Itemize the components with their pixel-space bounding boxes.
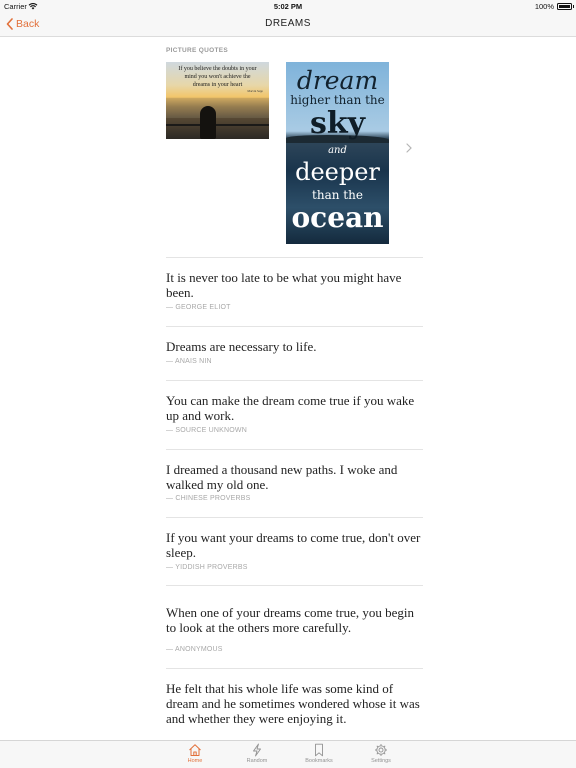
quote-item[interactable] [166,668,423,740]
picture-quote-line: dream [296,66,379,95]
picture-quote-line: ocean [291,201,384,234]
tab-settings[interactable] [357,743,405,767]
tab-bookmarks[interactable] [295,743,343,767]
quote-author: — YIDDISH PROVERBS [166,564,248,571]
tab-home[interactable] [171,743,219,767]
chevron-right-icon[interactable] [405,142,413,154]
quote-item[interactable] [166,449,423,517]
picture-quote-line: and [328,145,347,156]
battery-percent: 100% [534,2,554,11]
person-silhouette [200,106,216,139]
home-icon [188,743,202,757]
lightning-icon [250,743,264,757]
quote-author: — ANAIS NIN [166,358,212,365]
quotes-scroll-view[interactable] [0,37,576,740]
picture-quote-attribution: Marvin Sapp [247,89,263,93]
clock: 5:02 PM [273,2,303,11]
tab-label: Bookmarks [305,758,333,764]
bookmark-icon [312,743,326,757]
quote-text: Dreams are necessary to life. [166,339,317,354]
quote-author: — ANONYMOUS [166,646,223,653]
quote-author: — GEORGE ELIOT [166,304,231,311]
navigation-bar [0,12,576,37]
picture-quote-line: deeper [295,158,380,186]
sea-graphic [166,98,269,118]
picture-quote-card[interactable] [286,62,389,244]
quote-text: You can make the dream come true if you wake up and work. [166,393,415,423]
picture-quote-card[interactable] [166,62,269,139]
picture-quote-line: dreams in your heart [192,82,243,88]
picture-quote-line: sky [309,106,366,141]
picture-quote-line: mind you won't achieve the [184,74,251,80]
picture-quote-line: higher than the [290,93,385,107]
quote-item[interactable] [166,326,423,380]
picture-quote-text [170,65,265,89]
quote-item[interactable] [166,380,423,449]
quote-text: If you want your dreams to come true, don't over sleep. [166,530,421,560]
gear-icon [374,743,388,757]
quote-item[interactable] [166,257,423,326]
quote-item[interactable] [166,585,423,668]
tab-label: Settings [371,758,391,764]
quote-text: He felt that his whole life was some kind of dream and he sometimes wondered whose it was and whether they were enjoying it. [166,681,420,726]
section-label-picture-quotes: PICTURE QUOTES [166,47,228,54]
picture-quote-line: If you believe the doubts in your [178,66,257,72]
battery-icon [557,3,572,10]
quote-author: — CHINESE PROVERBS [166,495,251,502]
tab-random[interactable] [233,743,281,767]
quote-text: When one of your dreams come true, you begin to look at the others more carefully. [166,605,415,635]
back-label: Back [16,18,40,30]
railing-graphic [166,124,269,126]
status-bar [0,0,576,12]
tab-label: Home [187,758,203,764]
quote-item[interactable] [166,517,423,585]
quote-text: I dreamed a thousand new paths. I woke and walked my old one. [166,462,398,492]
quote-text: It is never too late to be what you might have been. [166,270,402,300]
carrier-label: Carrier [4,2,27,11]
picture-quote-line: than the [312,188,363,202]
tab-bar [0,740,576,768]
tab-label: Random [246,758,268,764]
page-title: DREAMS [265,18,311,29]
quote-author: — SOURCE UNKNOWN [166,427,247,434]
